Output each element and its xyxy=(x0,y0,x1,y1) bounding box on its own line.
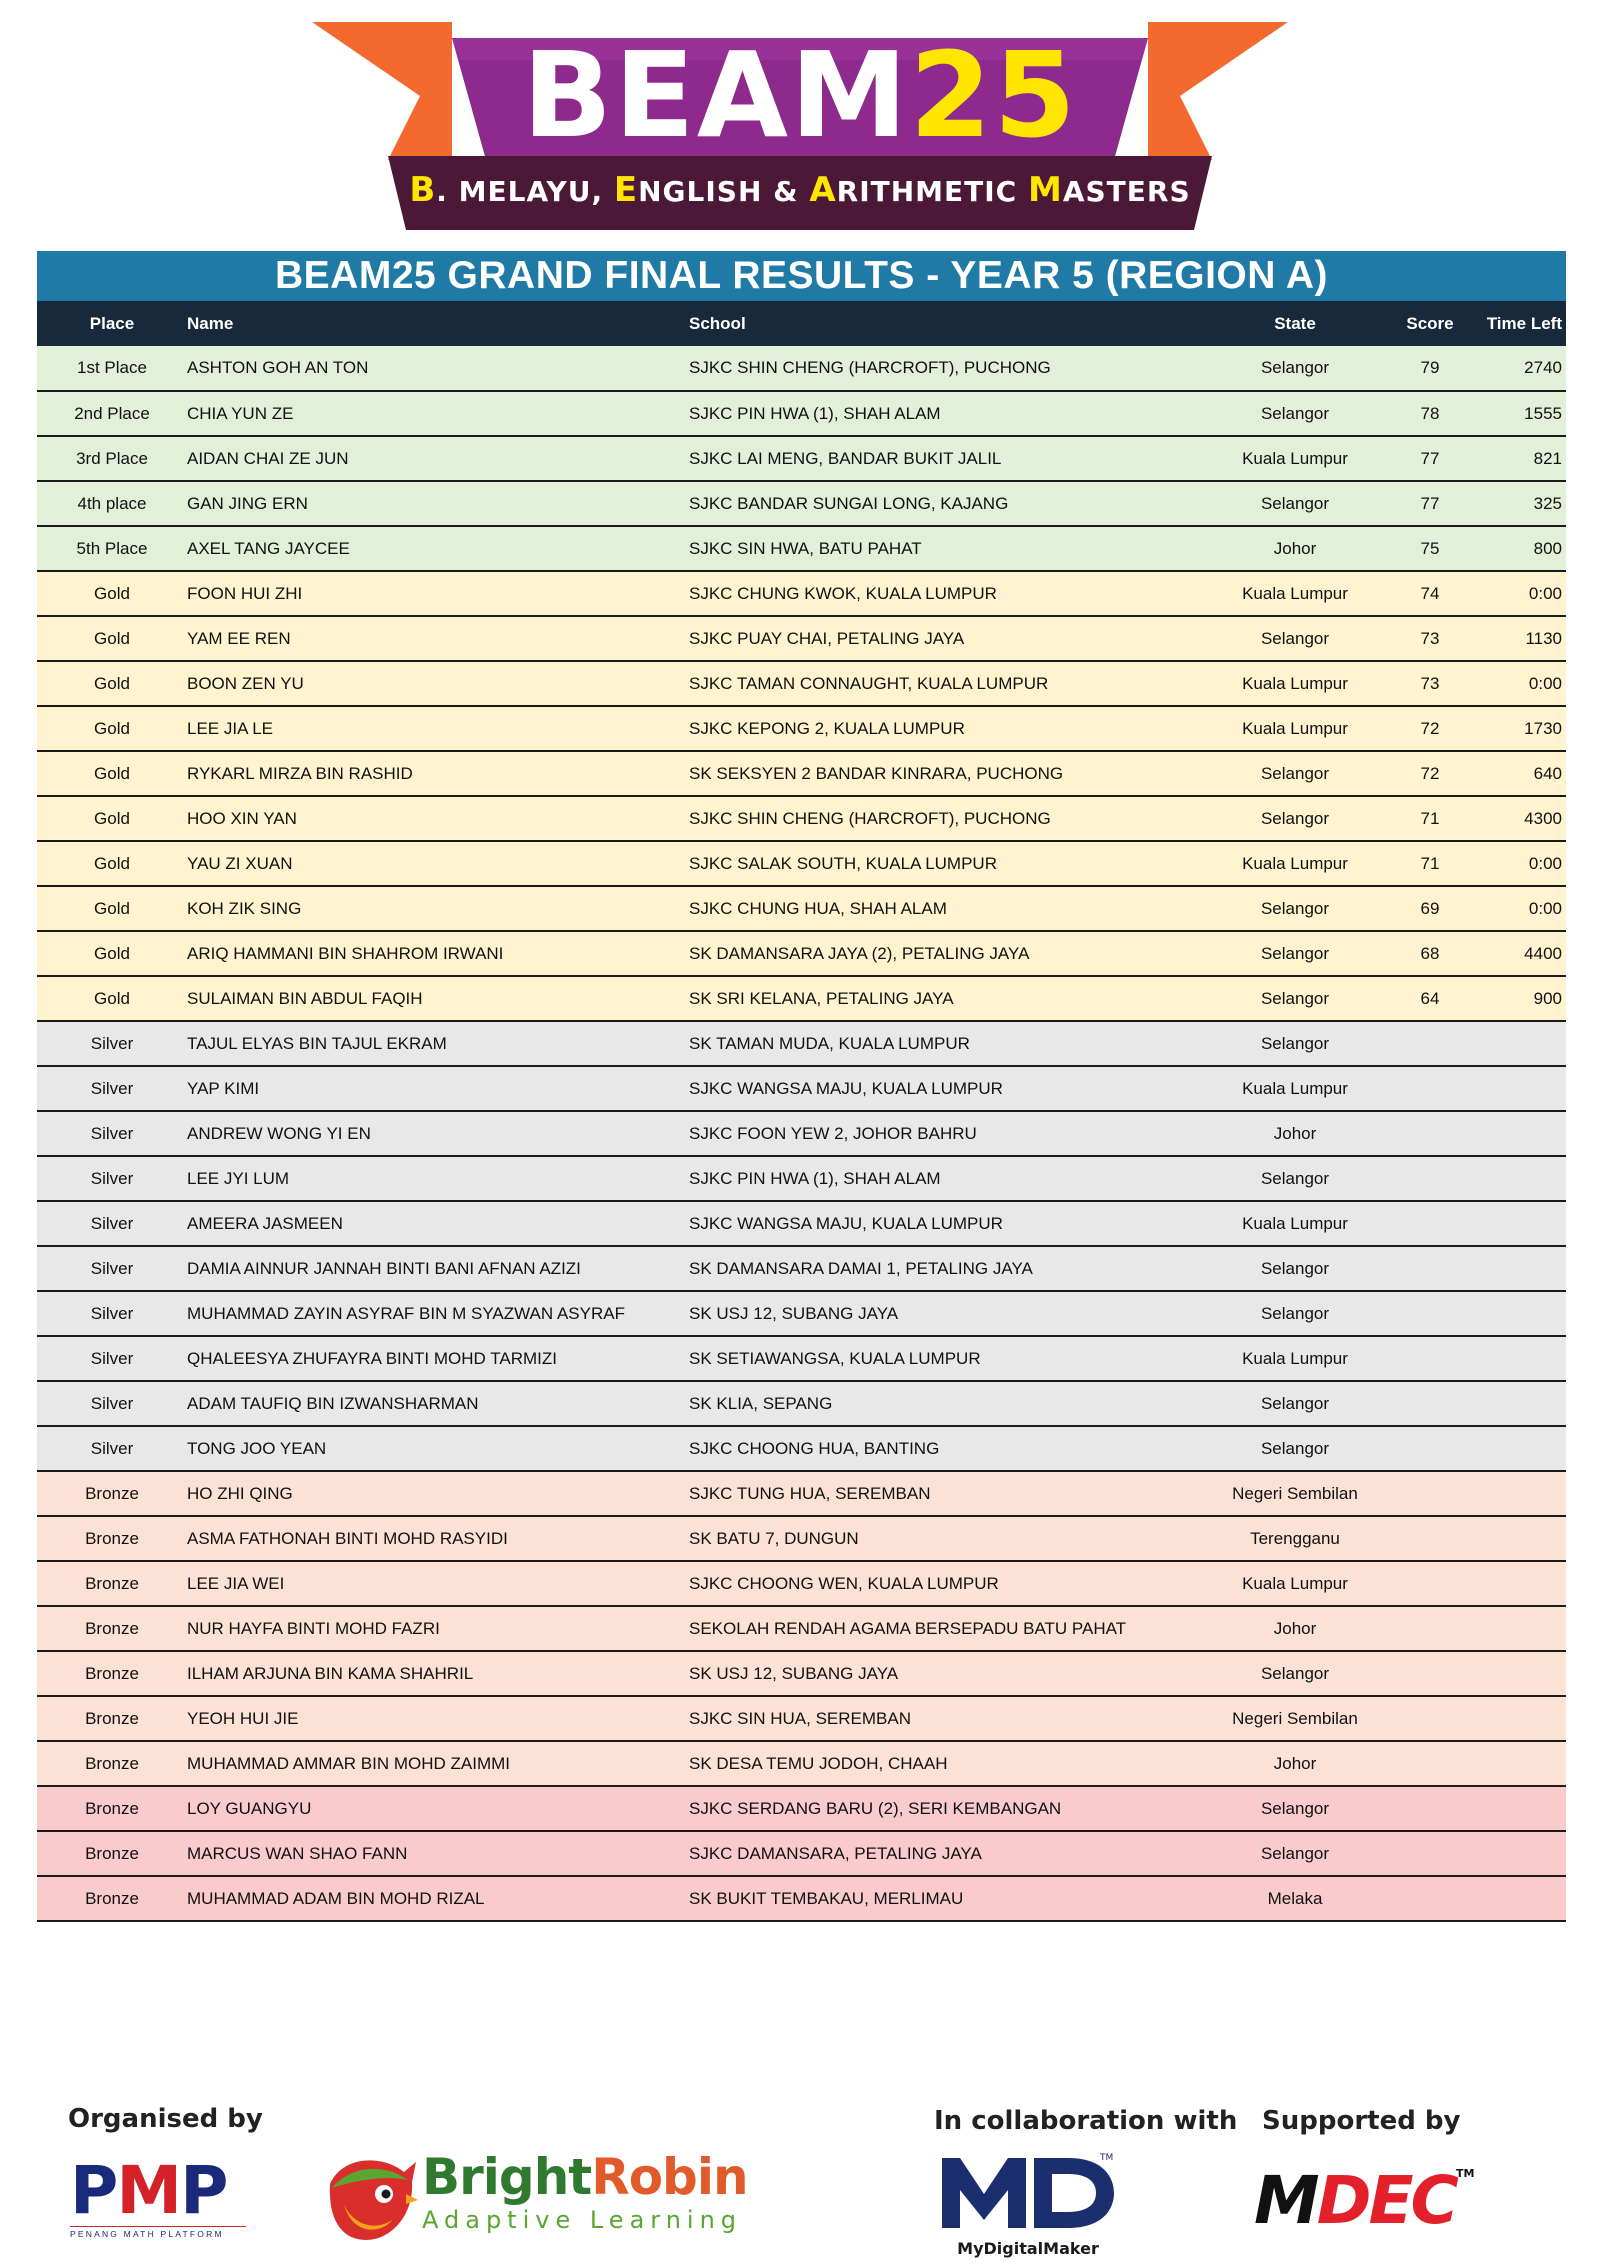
cell-name: LEE JIA LE xyxy=(187,706,689,751)
cell-score xyxy=(1395,1021,1465,1066)
cell-name: GAN JING ERN xyxy=(187,481,689,526)
cell-name: ASHTON GOH AN TON xyxy=(187,346,689,391)
cell-state: Kuala Lumpur xyxy=(1195,571,1395,616)
cell-score xyxy=(1395,1786,1465,1831)
cell-place: Gold xyxy=(37,571,187,616)
cell-place: Silver xyxy=(37,1201,187,1246)
cell-name: HO ZHI QING xyxy=(187,1471,689,1516)
cell-time-left: 2740 xyxy=(1465,346,1566,391)
cell-school: SK USJ 12, SUBANG JAYA xyxy=(689,1651,1195,1696)
table-row xyxy=(37,1696,1566,1741)
mdec-dec: DEC xyxy=(1316,2162,1456,2239)
cell-state: Terengganu xyxy=(1195,1516,1395,1561)
table-header-row xyxy=(37,301,1566,346)
cell-state: Negeri Sembilan xyxy=(1195,1471,1395,1516)
table-row xyxy=(37,661,1566,706)
cell-state: Selangor xyxy=(1195,1291,1395,1336)
table-row xyxy=(37,436,1566,481)
table-row xyxy=(37,976,1566,1021)
banner-title xyxy=(0,26,1600,164)
cell-state: Kuala Lumpur xyxy=(1195,1066,1395,1111)
cell-school: SJKC DAMANSARA, PETALING JAYA xyxy=(689,1831,1195,1876)
cell-school: SJKC CHUNG KWOK, KUALA LUMPUR xyxy=(689,571,1195,616)
cell-place: Bronze xyxy=(37,1876,187,1921)
cell-state: Selangor xyxy=(1195,481,1395,526)
cell-time-left xyxy=(1465,1201,1566,1246)
cell-state: Negeri Sembilan xyxy=(1195,1696,1395,1741)
cell-name: ADAM TAUFIQ BIN IZWANSHARMAN xyxy=(187,1381,689,1426)
md-mark-icon xyxy=(938,2150,1118,2232)
cell-place: Gold xyxy=(37,886,187,931)
table-row xyxy=(37,1741,1566,1786)
cell-name: ANDREW WONG YI EN xyxy=(187,1111,689,1156)
cell-score: 71 xyxy=(1395,796,1465,841)
cell-place: Gold xyxy=(37,976,187,1021)
cell-name: KOH ZIK SING xyxy=(187,886,689,931)
table-row xyxy=(37,1156,1566,1201)
cell-school: SK DESA TEMU JODOH, CHAAH xyxy=(689,1741,1195,1786)
cell-school: SJKC PIN HWA (1), SHAH ALAM xyxy=(689,391,1195,436)
header-name: Name xyxy=(187,313,234,333)
cell-school: SK SRI KELANA, PETALING JAYA xyxy=(689,976,1195,1021)
subtitle-m-rest: ASTERS xyxy=(1062,175,1191,208)
cell-state: Selangor xyxy=(1195,1381,1395,1426)
cell-name: AIDAN CHAI ZE JUN xyxy=(187,436,689,481)
cell-school: SEKOLAH RENDAH AGAMA BERSEPADU BATU PAHAT xyxy=(689,1606,1195,1651)
cell-school: SJKC KEPONG 2, KUALA LUMPUR xyxy=(689,706,1195,751)
cell-time-left: 1555 xyxy=(1465,391,1566,436)
cell-school: SJKC SHIN CHENG (HARCROFT), PUCHONG xyxy=(689,346,1195,391)
cell-state: Kuala Lumpur xyxy=(1195,1201,1395,1246)
cell-place: Gold xyxy=(37,706,187,751)
header-score: Score xyxy=(1406,313,1454,333)
cell-time-left xyxy=(1465,1561,1566,1606)
cell-school: SK DAMANSARA JAYA (2), PETALING JAYA xyxy=(689,931,1195,976)
cell-place: 4th place xyxy=(37,481,187,526)
brightrobin-text xyxy=(422,2148,748,2234)
cell-time-left xyxy=(1465,1606,1566,1651)
pmp-m: M xyxy=(116,2152,181,2229)
banner-title-beam: BEAM xyxy=(522,26,910,164)
table-row xyxy=(37,1651,1566,1696)
subtitle-e: E xyxy=(613,170,639,210)
header-time-left: Time Left xyxy=(1486,313,1562,333)
cell-name: DAMIA AINNUR JANNAH BINTI BANI AFNAN AZIZI xyxy=(187,1246,689,1291)
subtitle-m: M xyxy=(1027,170,1063,210)
cell-place: Bronze xyxy=(37,1651,187,1696)
cell-time-left: 1130 xyxy=(1465,616,1566,661)
cell-state: Selangor xyxy=(1195,1786,1395,1831)
cell-time-left: 1730 xyxy=(1465,706,1566,751)
cell-name: ARIQ HAMMANI BIN SHAHROM IRWANI xyxy=(187,931,689,976)
cell-state: Johor xyxy=(1195,526,1395,571)
cell-name: YEOH HUI JIE xyxy=(187,1696,689,1741)
cell-place: 5th Place xyxy=(37,526,187,571)
cell-school: SJKC WANGSA MAJU, KUALA LUMPUR xyxy=(689,1066,1195,1111)
cell-time-left: 4400 xyxy=(1465,931,1566,976)
cell-time-left: 640 xyxy=(1465,751,1566,796)
table-row xyxy=(37,886,1566,931)
cell-school: SJKC SIN HUA, SEREMBAN xyxy=(689,1696,1195,1741)
cell-score xyxy=(1395,1426,1465,1471)
mydigitalmaker-caption: MyDigitalMaker xyxy=(957,2239,1099,2258)
cell-time-left: 4300 xyxy=(1465,796,1566,841)
md-tm: TM xyxy=(1100,2153,1114,2163)
cell-time-left xyxy=(1465,1786,1566,1831)
cell-state: Kuala Lumpur xyxy=(1195,436,1395,481)
cell-time-left xyxy=(1465,1336,1566,1381)
cell-name: SULAIMAN BIN ABDUL FAQIH xyxy=(187,976,689,1021)
cell-time-left: 325 xyxy=(1465,481,1566,526)
cell-school: SJKC SIN HWA, BATU PAHAT xyxy=(689,526,1195,571)
cell-place: 3rd Place xyxy=(37,436,187,481)
cell-time-left xyxy=(1465,1246,1566,1291)
cell-school: SJKC CHOONG HUA, BANTING xyxy=(689,1426,1195,1471)
cell-state: Selangor xyxy=(1195,1246,1395,1291)
cell-place: Silver xyxy=(37,1246,187,1291)
table-row xyxy=(37,1786,1566,1831)
cell-place: Silver xyxy=(37,1336,187,1381)
cell-time-left: 0:00 xyxy=(1465,661,1566,706)
cell-place: 2nd Place xyxy=(37,391,187,436)
cell-name: YAU ZI XUAN xyxy=(187,841,689,886)
table-row xyxy=(37,1426,1566,1471)
table-row xyxy=(37,571,1566,616)
results-body xyxy=(37,346,1566,1921)
cell-score xyxy=(1395,1651,1465,1696)
cell-school: SK SEKSYEN 2 BANDAR KINRARA, PUCHONG xyxy=(689,751,1195,796)
cell-place: Bronze xyxy=(37,1786,187,1831)
cell-state: Johor xyxy=(1195,1741,1395,1786)
cell-name: MUHAMMAD ZAYIN ASYRAF BIN M SYAZWAN ASYRAF xyxy=(187,1291,689,1336)
results-table xyxy=(37,301,1566,1922)
table-row xyxy=(37,1246,1566,1291)
table-row xyxy=(37,1381,1566,1426)
cell-time-left: 0:00 xyxy=(1465,841,1566,886)
cell-name: MUHAMMAD AMMAR BIN MOHD ZAIMMI xyxy=(187,1741,689,1786)
cell-state: Selangor xyxy=(1195,796,1395,841)
cell-name: MUHAMMAD ADAM BIN MOHD RIZAL xyxy=(187,1876,689,1921)
table-row xyxy=(37,1336,1566,1381)
cell-place: Gold xyxy=(37,616,187,661)
pmp-logo xyxy=(70,2152,246,2239)
cell-score: 73 xyxy=(1395,661,1465,706)
cell-state: Selangor xyxy=(1195,1156,1395,1201)
cell-school: SK USJ 12, SUBANG JAYA xyxy=(689,1291,1195,1336)
cell-score: 73 xyxy=(1395,616,1465,661)
cell-time-left xyxy=(1465,1291,1566,1336)
subtitle-b-rest: . MELAYU, xyxy=(436,175,614,208)
mdec-wordmark xyxy=(1254,2162,1544,2239)
cell-score xyxy=(1395,1876,1465,1921)
cell-state: Selangor xyxy=(1195,976,1395,1021)
header-school: School xyxy=(689,313,746,333)
cell-score: 75 xyxy=(1395,526,1465,571)
cell-time-left xyxy=(1465,1876,1566,1921)
cell-place: Silver xyxy=(37,1156,187,1201)
cell-state: Kuala Lumpur xyxy=(1195,706,1395,751)
robin-bird-icon xyxy=(322,2154,418,2244)
table-row xyxy=(37,1066,1566,1111)
cell-name: HOO XIN YAN xyxy=(187,796,689,841)
cell-score: 78 xyxy=(1395,391,1465,436)
cell-score: 77 xyxy=(1395,436,1465,481)
results-title: BEAM25 GRAND FINAL RESULTS - YEAR 5 (REGION A) xyxy=(37,251,1566,301)
cell-score: 68 xyxy=(1395,931,1465,976)
cell-score xyxy=(1395,1696,1465,1741)
mdec-logo xyxy=(1254,2162,1544,2239)
cell-time-left xyxy=(1465,1021,1566,1066)
cell-school: SJKC CHOONG WEN, KUALA LUMPUR xyxy=(689,1561,1195,1606)
cell-time-left xyxy=(1465,1066,1566,1111)
cell-score xyxy=(1395,1291,1465,1336)
table-row xyxy=(37,1021,1566,1066)
pmp-p2: P xyxy=(180,2152,227,2229)
cell-school: SK SETIAWANGSA, KUALA LUMPUR xyxy=(689,1336,1195,1381)
table-row xyxy=(37,481,1566,526)
cell-name: ILHAM ARJUNA BIN KAMA SHAHRIL xyxy=(187,1651,689,1696)
cell-time-left: 0:00 xyxy=(1465,886,1566,931)
subtitle-a: A xyxy=(809,170,837,210)
cell-score xyxy=(1395,1336,1465,1381)
cell-time-left xyxy=(1465,1516,1566,1561)
cell-state: Kuala Lumpur xyxy=(1195,1561,1395,1606)
cell-name: TAJUL ELYAS BIN TAJUL EKRAM xyxy=(187,1021,689,1066)
cell-score xyxy=(1395,1741,1465,1786)
brightrobin-logo xyxy=(322,2146,748,2246)
cell-state: Kuala Lumpur xyxy=(1195,661,1395,706)
cell-place: Bronze xyxy=(37,1696,187,1741)
cell-score xyxy=(1395,1066,1465,1111)
cell-time-left xyxy=(1465,1426,1566,1471)
cell-place: Gold xyxy=(37,841,187,886)
table-row xyxy=(37,1606,1566,1651)
cell-place: Bronze xyxy=(37,1516,187,1561)
table-row xyxy=(37,1831,1566,1876)
cell-score xyxy=(1395,1606,1465,1651)
table-row xyxy=(37,1561,1566,1606)
table-row xyxy=(37,841,1566,886)
cell-place: Silver xyxy=(37,1021,187,1066)
table-row xyxy=(37,1876,1566,1921)
cell-school: SJKC TUNG HUA, SEREMBAN xyxy=(689,1471,1195,1516)
brightrobin-wordmark xyxy=(422,2148,748,2206)
cell-state: Selangor xyxy=(1195,751,1395,796)
table-row xyxy=(37,1111,1566,1156)
mydigitalmaker-logo xyxy=(938,2150,1118,2258)
mdec-tm: TM xyxy=(1456,2167,1475,2180)
banner-subtitle xyxy=(0,170,1600,210)
cell-state: Johor xyxy=(1195,1111,1395,1156)
cell-school: SJKC CHUNG HUA, SHAH ALAM xyxy=(689,886,1195,931)
cell-time-left xyxy=(1465,1831,1566,1876)
cell-place: Gold xyxy=(37,661,187,706)
cell-score xyxy=(1395,1561,1465,1606)
cell-place: Silver xyxy=(37,1426,187,1471)
cell-time-left xyxy=(1465,1471,1566,1516)
brightrobin-bright: Bright xyxy=(422,2148,592,2206)
cell-score xyxy=(1395,1471,1465,1516)
cell-state: Selangor xyxy=(1195,346,1395,391)
cell-score xyxy=(1395,1246,1465,1291)
cell-school: SJKC SHIN CHENG (HARCROFT), PUCHONG xyxy=(689,796,1195,841)
cell-time-left xyxy=(1465,1156,1566,1201)
cell-score xyxy=(1395,1381,1465,1426)
cell-name: AXEL TANG JAYCEE xyxy=(187,526,689,571)
collaboration-label: In collaboration with xyxy=(934,2106,1238,2136)
cell-score: 72 xyxy=(1395,751,1465,796)
table-row xyxy=(37,706,1566,751)
table-row xyxy=(37,346,1566,391)
header-place: Place xyxy=(89,313,135,333)
table-row xyxy=(37,1516,1566,1561)
cell-place: Bronze xyxy=(37,1471,187,1516)
cell-name: NUR HAYFA BINTI MOHD FAZRI xyxy=(187,1606,689,1651)
cell-score: 69 xyxy=(1395,886,1465,931)
cell-state: Selangor xyxy=(1195,616,1395,661)
cell-score: 72 xyxy=(1395,706,1465,751)
cell-name: MARCUS WAN SHAO FANN xyxy=(187,1831,689,1876)
cell-time-left xyxy=(1465,1696,1566,1741)
cell-time-left xyxy=(1465,1741,1566,1786)
cell-state: Selangor xyxy=(1195,1831,1395,1876)
cell-name: FOON HUI ZHI xyxy=(187,571,689,616)
cell-school: SJKC WANGSA MAJU, KUALA LUMPUR xyxy=(689,1201,1195,1246)
cell-state: Selangor xyxy=(1195,931,1395,976)
cell-state: Selangor xyxy=(1195,1651,1395,1696)
table-row xyxy=(37,931,1566,976)
subtitle-a-rest: RITHMETIC xyxy=(836,175,1028,208)
brightrobin-tagline: Adaptive Learning xyxy=(422,2206,743,2234)
cell-school: SJKC SALAK SOUTH, KUALA LUMPUR xyxy=(689,841,1195,886)
cell-name: QHALEESYA ZHUFAYRA BINTI MOHD TARMIZI xyxy=(187,1336,689,1381)
cell-school: SJKC LAI MENG, BANDAR BUKIT JALIL xyxy=(689,436,1195,481)
cell-name: ASMA FATHONAH BINTI MOHD RASYIDI xyxy=(187,1516,689,1561)
cell-school: SJKC FOON YEW 2, JOHOR BAHRU xyxy=(689,1111,1195,1156)
cell-name: TONG JOO YEAN xyxy=(187,1426,689,1471)
subtitle-b: B xyxy=(409,170,437,210)
pmp-logo-subtitle: PENANG MATH PLATFORM xyxy=(70,2226,246,2239)
cell-name: LEE JYI LUM xyxy=(187,1156,689,1201)
table-row xyxy=(37,1291,1566,1336)
header-state: State xyxy=(1274,313,1316,333)
cell-time-left: 800 xyxy=(1465,526,1566,571)
cell-place: Gold xyxy=(37,796,187,841)
table-row xyxy=(37,751,1566,796)
cell-score: 79 xyxy=(1395,346,1465,391)
subtitle-e-rest: NGLISH & xyxy=(638,175,810,208)
table-row xyxy=(37,391,1566,436)
cell-name: LEE JIA WEI xyxy=(187,1561,689,1606)
cell-place: Silver xyxy=(37,1381,187,1426)
cell-place: Bronze xyxy=(37,1831,187,1876)
cell-name: CHIA YUN ZE xyxy=(187,391,689,436)
cell-score xyxy=(1395,1831,1465,1876)
cell-place: Bronze xyxy=(37,1561,187,1606)
cell-school: SK DAMANSARA DAMAI 1, PETALING JAYA xyxy=(689,1246,1195,1291)
cell-school: SJKC TAMAN CONNAUGHT, KUALA LUMPUR xyxy=(689,661,1195,706)
pmp-logo-mark xyxy=(70,2152,246,2229)
cell-time-left: 900 xyxy=(1465,976,1566,1021)
table-row xyxy=(37,796,1566,841)
cell-score xyxy=(1395,1516,1465,1561)
cell-school: SJKC BANDAR SUNGAI LONG, KAJANG xyxy=(689,481,1195,526)
cell-time-left: 821 xyxy=(1465,436,1566,481)
cell-time-left xyxy=(1465,1111,1566,1156)
cell-school: SK KLIA, SEPANG xyxy=(689,1381,1195,1426)
cell-score xyxy=(1395,1201,1465,1246)
cell-state: Johor xyxy=(1195,1606,1395,1651)
cell-score xyxy=(1395,1156,1465,1201)
cell-school: SK BUKIT TEMBAKAU, MERLIMAU xyxy=(689,1876,1195,1921)
table-row xyxy=(37,616,1566,661)
cell-school: SK TAMAN MUDA, KUALA LUMPUR xyxy=(689,1021,1195,1066)
cell-state: Kuala Lumpur xyxy=(1195,841,1395,886)
cell-time-left xyxy=(1465,1381,1566,1426)
cell-score: 64 xyxy=(1395,976,1465,1021)
cell-state: Selangor xyxy=(1195,1021,1395,1066)
cell-score xyxy=(1395,1111,1465,1156)
cell-score: 74 xyxy=(1395,571,1465,616)
organised-by-label: Organised by xyxy=(68,2104,263,2134)
cell-name: LOY GUANGYU xyxy=(187,1786,689,1831)
brightrobin-robin: Robin xyxy=(591,2148,748,2206)
cell-place: Bronze xyxy=(37,1741,187,1786)
supported-by-label: Supported by xyxy=(1262,2106,1461,2136)
cell-state: Kuala Lumpur xyxy=(1195,1336,1395,1381)
cell-score: 71 xyxy=(1395,841,1465,886)
cell-school: SK BATU 7, DUNGUN xyxy=(689,1516,1195,1561)
cell-place: Silver xyxy=(37,1291,187,1336)
table-row xyxy=(37,526,1566,571)
cell-place: Silver xyxy=(37,1066,187,1111)
cell-place: Gold xyxy=(37,931,187,976)
cell-school: SJKC SERDANG BARU (2), SERI KEMBANGAN xyxy=(689,1786,1195,1831)
cell-school: SJKC PIN HWA (1), SHAH ALAM xyxy=(689,1156,1195,1201)
cell-time-left: 0:00 xyxy=(1465,571,1566,616)
mdec-m: M xyxy=(1254,2162,1317,2239)
cell-time-left xyxy=(1465,1651,1566,1696)
cell-name: YAP KIMI xyxy=(187,1066,689,1111)
cell-name: YAM EE REN xyxy=(187,616,689,661)
cell-state: Selangor xyxy=(1195,1426,1395,1471)
cell-score: 77 xyxy=(1395,481,1465,526)
cell-place: Gold xyxy=(37,751,187,796)
cell-place: Bronze xyxy=(37,1606,187,1651)
pmp-p1: P xyxy=(70,2152,117,2229)
table-row xyxy=(37,1471,1566,1516)
banner-title-25: 25 xyxy=(909,26,1078,164)
cell-state: Melaka xyxy=(1195,1876,1395,1921)
cell-place: 1st Place xyxy=(37,346,187,391)
cell-place: Silver xyxy=(37,1111,187,1156)
banner xyxy=(0,0,1600,240)
cell-state: Selangor xyxy=(1195,391,1395,436)
cell-state: Selangor xyxy=(1195,886,1395,931)
cell-name: AMEERA JASMEEN xyxy=(187,1201,689,1246)
cell-name: RYKARL MIRZA BIN RASHID xyxy=(187,751,689,796)
cell-name: BOON ZEN YU xyxy=(187,661,689,706)
table-row xyxy=(37,1201,1566,1246)
cell-school: SJKC PUAY CHAI, PETALING JAYA xyxy=(689,616,1195,661)
